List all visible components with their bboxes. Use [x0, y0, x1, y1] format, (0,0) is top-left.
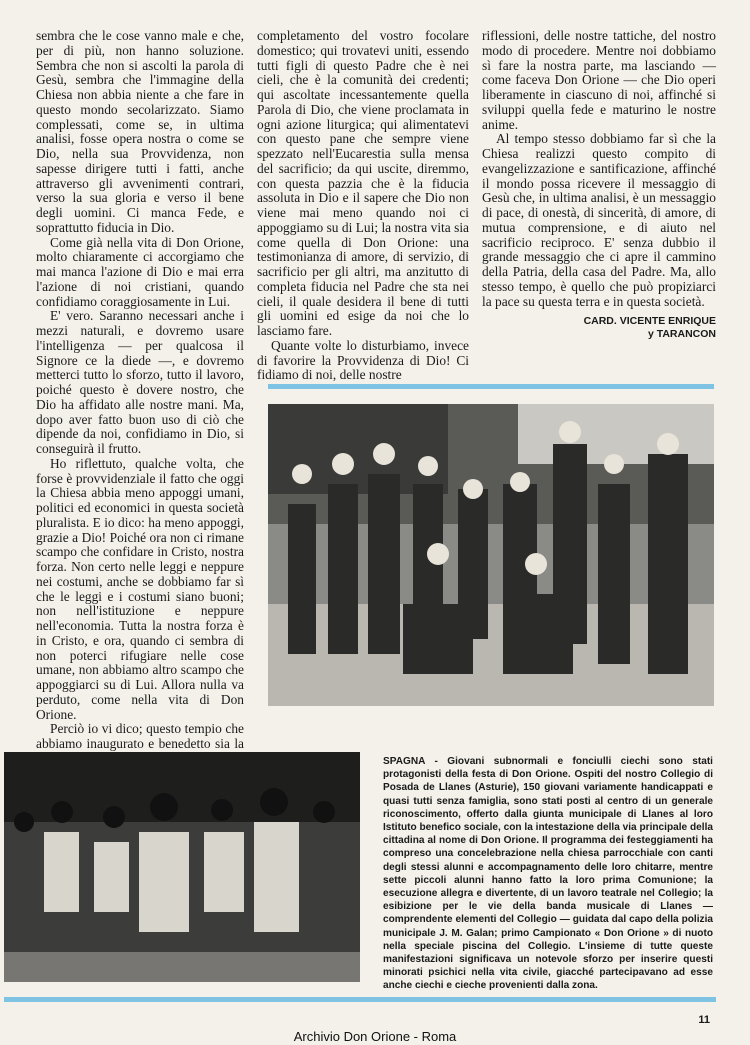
- paragraph: riflessioni, delle nostre tattiche, del nostro modo di procedere. Mentre noi dobbiamo sì fare la nostra parte, ma lasciando — come faceva Don Orione — che Dio operi liberamente in ciascuno di noi, affinché si sviluppi quella fede e maturino le nostre anime.: [482, 28, 716, 132]
- article-column-3: [482, 29, 716, 341]
- divider-bar: [4, 997, 716, 1002]
- paragraph: Come già nella vita di Don Orione, molto chiaramente ci accorgiamo che mai manca l'azione di Dio e mai erra l'azione di noi cristiani, quando confidiamo coraggiosamente in Lui.: [36, 234, 244, 309]
- paragraph: sembra che le cose vanno male e che, per di più, non hanno soluzione. Sembra che non si ascolti la parola di Gesù, sembra che l'immagine della Chiesa non abbia niente a che fare in questo mondo secolarizzato. Siamo complessati, come se, in ultima analisi, fosse opera nostra o come se Dio, nella sua Provvidenza, non sapesse dirigere tutti i fatti, anche attraverso gli avvenimenti contrari, verso la sua gloria e verso il bene degli uomini. Ci manca Fede, e soprattutto fiducia in Dio.: [36, 28, 244, 235]
- paragraph: E' vero. Saranno necessari anche i mezzi naturali, e dovremo usare l'intelligenza — per qualcosa il Signore ce la diede —, e dovremo metterci tutto lo sforzo, tutto il lavoro, poiché questo è dovere nostro, che Dio ha affidato alle nostre mani. Ma, dopo aver fatto buon uso di ciò che dipende da noi, confidiamo in Dio, si conseguirà il frutto.: [36, 308, 244, 456]
- photo-caption: [383, 755, 713, 993]
- paragraph: completamento del vostro focolare domestico; qui trovatevi uniti, essendo tutti figli di questo Padre che è nei cieli, che è la comunità dei credenti; qui ascoltate incessantemente quella Parola di Dio, che viene proclamata in ogni azione liturgica; qui alimentatevi con questo pane che sempre viene spezzato nell'Eucarestia sulla mensa del sacrificio; da qui uscite, diremmo, con questa pazzia che è la fiducia assoluta in Dio e il sapere che Dio non viene mai meno quando noi ci appoggiamo su di Lui; la nostra vita sia come quella di Don Orione: una testimonianza di amore, di servizio, di sacrificio per gli altri, ma anzitutto di completa fiducia nel Padre che sta nei cieli, il quale desidera il bene di tutti gli uomini ed esige da noi che lo lasciamo fare.: [257, 28, 469, 338]
- author-signature: [482, 315, 716, 341]
- article-column-1: [36, 29, 244, 767]
- parade-photo: [4, 752, 360, 982]
- signature-line: y TARANCON: [647, 328, 716, 341]
- article-column-2: [257, 29, 469, 383]
- paragraph: Perciò io vi dico; questo tempio che abbiamo inaugurato e benedetto sia la: [36, 721, 244, 751]
- scouts-group-photo: [268, 404, 714, 706]
- paragraph: Al tempo stesso dobbiamo far sì che la Chiesa realizzi questo compito di evangelizzazione e santificazione, affinché il mondo possa ricevere il messaggio di Gesù che, in ultima analisi, è un messaggio di pace, di onestà, di sincerità, di amore, di mutua comprensione, e di aiuto nel sacrificio reciproco. E' senza dubbio il grande messaggio che ci apre il cammino della Patria, della casa del Padre. Ma, allo stesso tempo, è quello che può propiziarci la pace su questa terra e in questa società.: [482, 131, 716, 309]
- divider-bar: [268, 384, 714, 389]
- signature-line: CARD. VICENTE ENRIQUE: [583, 315, 716, 328]
- page-number: 11: [698, 1014, 710, 1026]
- caption-text: - Giovani subnormali e fonciulli ciechi sono stati protagonisti della festa di Don Orione. Ospiti del nostro Collegio di Posada de Llanes (Asturie), 150 giovani variamente handicappati e quasi tutti senza famiglia, sono stati posti al centro di un generale riconoscimento, offerto dalla giunta municipale di Llanes al loro Istituto benefico sociale, con la intestazione della via principale della cittadina al nome di Don Orione. Il programma dei festeggiamenti ha compreso una concelebrazione nella chiesa parrocchiale con canti degli stessi alunni e accompagnamento delle loro chitarre, mentre sette piccoli alunni hanno fatto la loro prima Comunione; la esecuzione allegra e divertente, di un lavoro teatrale nel Collegio; la esibizione per le vie della banda musicale di Llanes — comprendente elementi del Collegio — guidata dal capo della polizia municipale J. M. Galan; primo Campionato « Don Orione » di nuoto nella speciale piscina del Collegio. L'insieme di tutte queste manifestazioni significava un notevole sforzo per inserire questi minorati psichici nella vita civile, giacché partecipavano ad esse anche ciechi e cieche provenienti dalla zona.: [383, 756, 713, 992]
- paragraph: Ho riflettuto, qualche volta, che forse è provvidenziale il fatto che oggi la Chiesa abbia meno appoggi umani, politici ed economici in questa società pluralista. E io dico: ha meno appoggi, grazie a Dio! Poiché ora non ci rimane scampo che confidare in Cristo, nostra forza. Non certo nelle leggi e neppure nei costumi, anche se dobbiamo far sì che le leggi e i costumi siano buoni; non nell'istituzione e neppure nell'economia. Tutta la nostra forza è in Cristo, e ora, quando ci sembra di non poterci rifugiare nelle cose umane, non abbiamo altro scampo che appoggiarci su di Lui. Allora nulla va perduto, come nella vita di Don Orione.: [36, 455, 244, 722]
- caption-place: SPAGNA: [383, 756, 426, 767]
- archive-footer: Archivio Don Orione - Roma: [293, 1029, 457, 1044]
- paragraph: Quante volte lo disturbiamo, invece di favorire la Provvidenza di Dio! Ci fidiamo di noi, delle nostre: [257, 337, 469, 383]
